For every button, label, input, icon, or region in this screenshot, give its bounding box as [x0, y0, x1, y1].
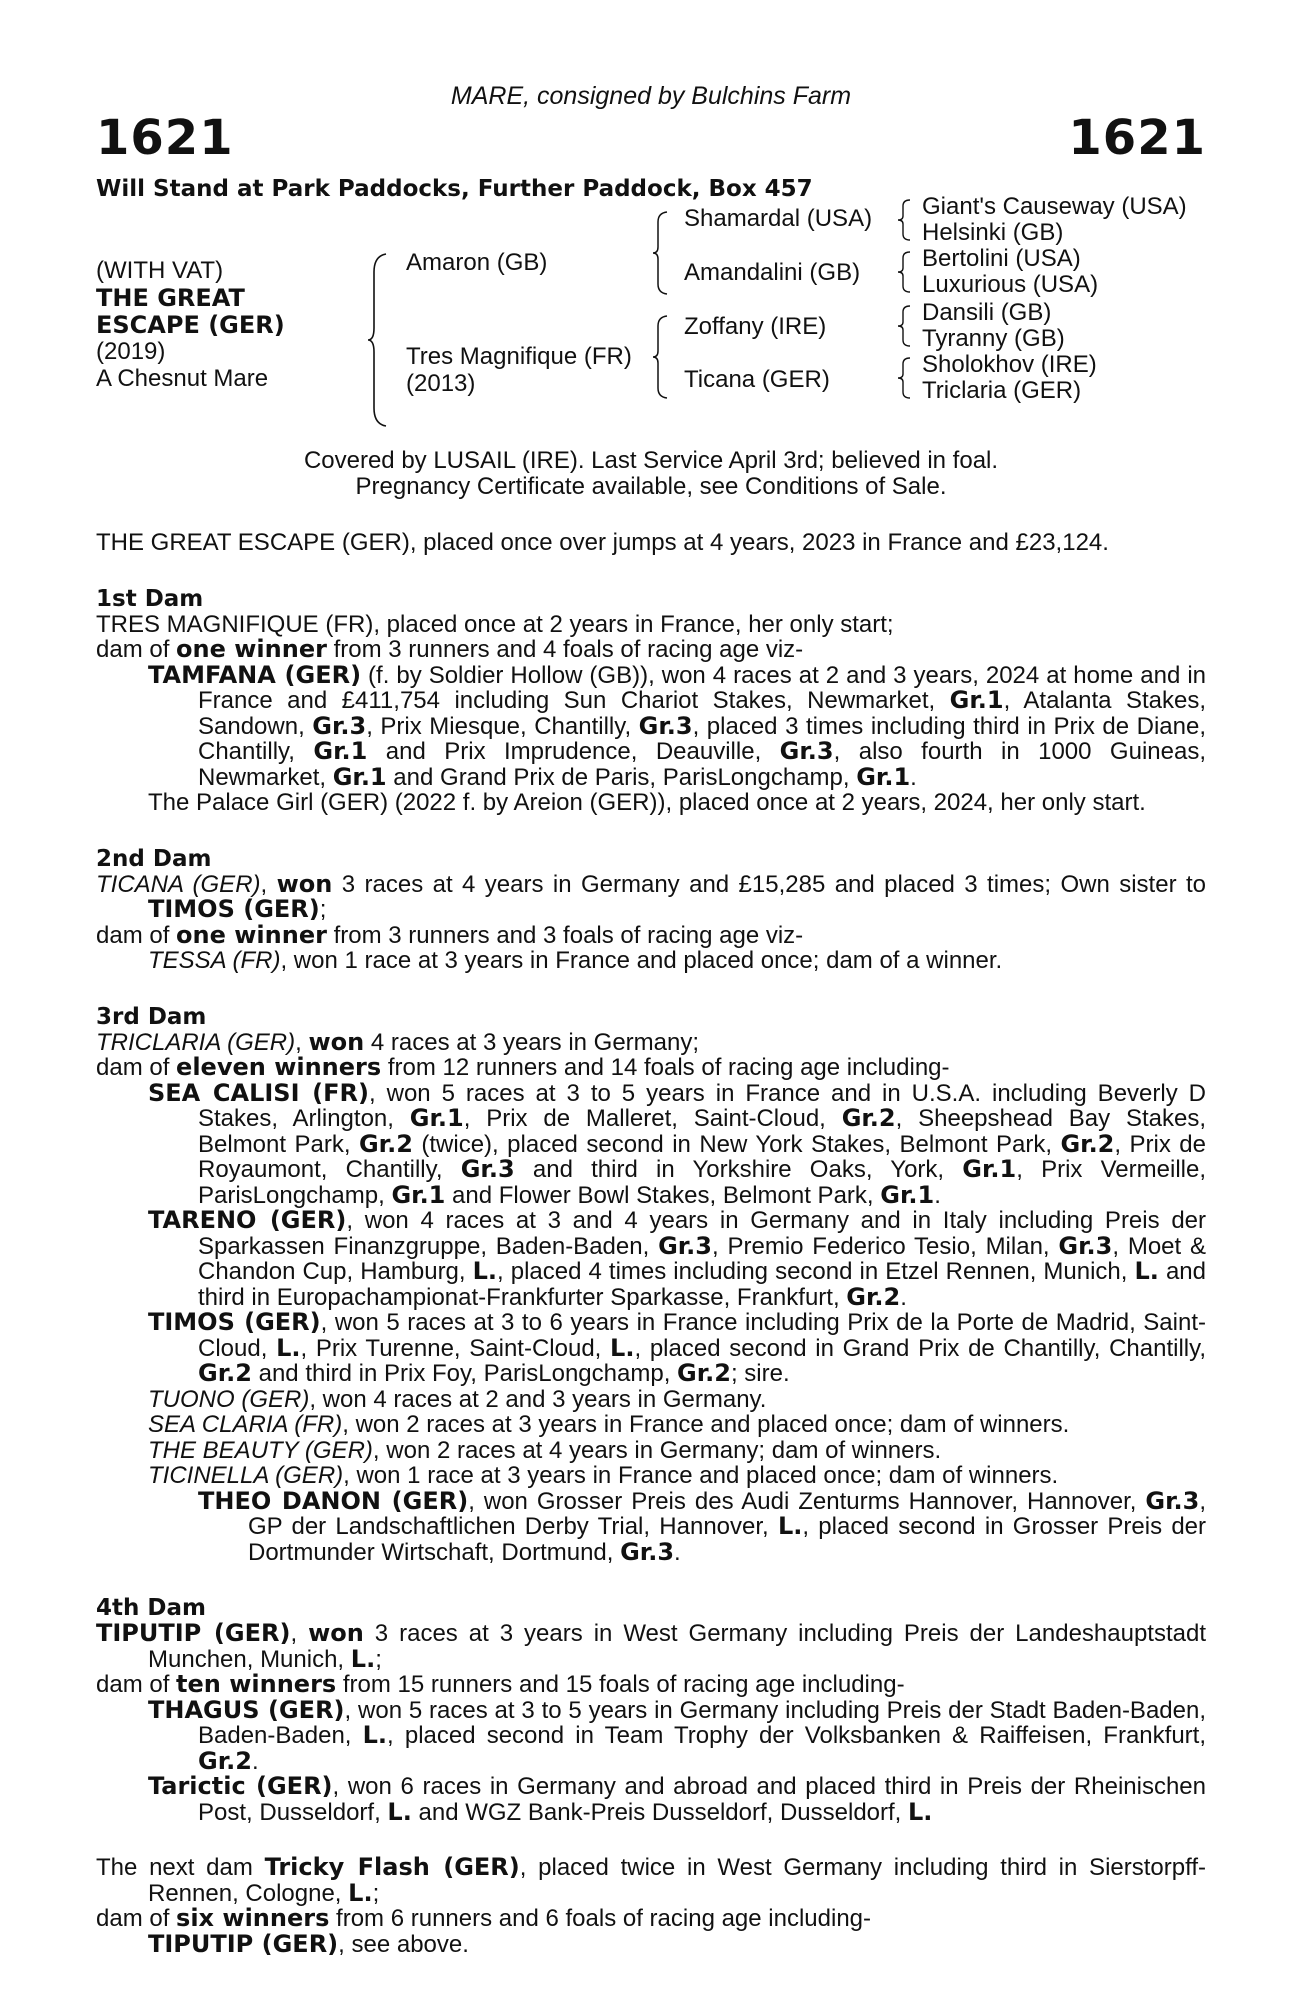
- second-dam-section: [96, 869, 1206, 974]
- page-header: [96, 80, 1206, 166]
- dam-name: Tres Magnifique (FR): [406, 343, 632, 370]
- pedigree-brace-6: [896, 304, 912, 348]
- pedigree-brace-3: [651, 314, 669, 400]
- vat-label: (WITH VAT): [96, 257, 224, 284]
- second-dam-text: TICANA (GER), won 3 races at 4 years in Germany and £15,285 and placed 3 times; Own sister to TIMOS (GER);: [96, 869, 1206, 923]
- second-dam-heading: 2nd Dam: [96, 845, 212, 872]
- third-dam-produce: dam of eleven winners from 12 runners and 14 foals of racing age including-: [96, 1053, 950, 1081]
- horse-description: A Chesnut Mare: [96, 365, 269, 392]
- next-dam-produce: dam of six winners from 6 runners and 6 foals of racing age including-: [96, 1904, 872, 1932]
- progeny-tessa: TESSA (FR), won 1 race at 3 years in France and placed once; dam of a winner.: [148, 947, 1003, 974]
- progeny-theo-danon: THEO DANON (GER), won Grosser Preis des Audi Zenturms Hannover, Hannover, Gr.3, GP der Landschaftlichen Derby Trial, Hannover, L., placed second in Grosser Preis der Dortmunder Wirtschaft, Dortmund, Gr.3.: [198, 1486, 1207, 1566]
- sire-sire: Shamardal (USA): [684, 205, 873, 232]
- pedigree-brace-5: [896, 250, 912, 294]
- pedigree-brace-2: [651, 210, 669, 296]
- fourth-dam-section: [96, 1621, 1206, 1825]
- progeny-timos: TIMOS (GER), won 5 races at 3 to 6 years in France including Prix de la Porte de Madrid, Saint-Cloud, L., Prix Turenne, Saint-Cloud, L., placed second in Grand Prix de Chantilly, Chantilly, Gr.2 and third in Prix Foy, ParisLongchamp, Gr.2; sire.: [148, 1308, 1206, 1387]
- consignor-line: MARE, consigned by Bulchins Farm: [450, 82, 852, 110]
- third-dam-text: TRICLARIA (GER), won 4 races at 3 years in Germany;: [96, 1027, 700, 1056]
- dam-sire-dam: Tyranny (GB): [922, 325, 1065, 352]
- stand-location: Will Stand at Park Paddocks, Further Paddock, Box 457: [96, 176, 813, 202]
- second-dam-produce: dam of one winner from 3 runners and 3 foals of racing age viz-: [96, 920, 804, 949]
- progeny-sea-claria: SEA CLARIA (FR), won 2 races at 3 years in France and placed once; dam of winners.: [148, 1411, 1070, 1438]
- progeny-sea-calisi: SEA CALISI (FR), won 5 races at 3 to 5 years in France and in U.S.A. including Beverly D Stakes, Arlington, Gr.1, Prix de Malleret, Saint-Cloud, Gr.2, Sheepshead Bay Stakes, Belmont Park, Gr.2 (twice), placed second in New York Stakes, Belmont Park, Gr.2, Prix de Royaumont, Chantilly, Gr.3 and third in Yorkshire Oaks, York, Gr.1, Prix Vermeille, ParisLongchamp, Gr.1 and Flower Bowl Stakes, Belmont Park, Gr.1.: [148, 1078, 1207, 1209]
- progeny-tareno: TARENO (GER), won 4 races at 3 and 4 years in Germany and in Italy including Preis der Sparkassen Finanzgruppe, Baden-Baden, Gr.3, Premio Federico Tesio, Milan, Gr.3, Moet & Chandon Cup, Hamburg, L., placed 4 times including second in Etzel Rennen, Munich, L. and third in Europachampionat-Frankfurter Sparkasse, Frankfurt, Gr.2.: [148, 1206, 1207, 1311]
- dam-dam-dam: Triclaria (GER): [922, 377, 1082, 404]
- dam-dam-sire: Sholokhov (IRE): [922, 351, 1097, 378]
- lot-number-left: 1621: [96, 110, 234, 166]
- dam-dam: Ticana (GER): [684, 366, 830, 393]
- next-dam-text: The next dam Tricky Flash (GER), placed twice in West Germany including third in Sierstorpff-Rennen, Cologne, L.;: [96, 1853, 1206, 1907]
- covered-line-1: Covered by LUSAIL (IRE). Last Service April 3rd; believed in foal.: [303, 447, 999, 474]
- dam-sire: Zoffany (IRE): [684, 313, 827, 340]
- fourth-dam-text: TIPUTIP (GER), won 3 races at 3 years in West Germany including Preis der Landeshauptstadt Munchen, Munich, L.;: [96, 1619, 1207, 1673]
- progeny-thagus: THAGUS (GER), won 5 races at 3 to 5 years in Germany including Preis der Stadt Baden-Baden, Baden-Baden, L., placed second in Team Trophy der Volksbanken & Raiffeisen, Frankfurt, Gr.2.: [148, 1695, 1207, 1775]
- first-dam-heading: 1st Dam: [96, 585, 204, 612]
- sire-dam-dam: Luxurious (USA): [922, 271, 1099, 298]
- progeny-tamfana: TAMFANA (GER) (f. by Soldier Hollow (GB)), won 4 races at 2 and 3 years, 2024 at home and in France and £411,754 including Sun Chariot Stakes, Newmarket, Gr.1, Atalanta Stakes, Sandown, Gr.3, Prix Miesque, Chantilly, Gr.3, placed 3 times including third in Prix de Diane, Chantilly, Gr.1 and Prix Imprudence, Deauville, Gr.3, also fourth in 1000 Guineas, Newmarket, Gr.1 and Grand Prix de Paris, ParisLongchamp, Gr.1.: [148, 660, 1206, 791]
- sire-dam: Amandalini (GB): [684, 259, 861, 286]
- progeny-palace-girl: The Palace Girl (GER) (2022 f. by Areion (GER)), placed once at 2 years, 2024, her only start.: [148, 789, 1146, 816]
- sire-dam-sire: Bertolini (USA): [922, 245, 1081, 272]
- sire-sire-dam: Helsinki (GB): [922, 219, 1064, 246]
- next-dam-section: [96, 1855, 1206, 1957]
- pedigree-table: [96, 193, 1206, 444]
- progeny-the-beauty: THE BEAUTY (GER), won 2 races at 4 years in Germany; dam of winners.: [148, 1436, 942, 1464]
- first-dam-produce: dam of one winner from 3 runners and 4 foals of racing age viz-: [96, 635, 804, 663]
- fourth-dam-heading: 4th Dam: [96, 1595, 206, 1621]
- dam-year: (2013): [406, 370, 476, 397]
- horse-name-line1: THE GREAT: [96, 284, 245, 312]
- race-summary: THE GREAT ESCAPE (GER), placed once over jumps at 4 years, 2023 in France and £23,124.: [96, 529, 1109, 556]
- progeny-tuono: TUONO (GER), won 4 races at 2 and 3 years in Germany.: [148, 1385, 767, 1413]
- sire-sire-sire: Giant's Causeway (USA): [922, 193, 1187, 220]
- horse-year: (2019): [96, 338, 166, 365]
- first-dam-section: [96, 612, 1206, 816]
- covering-note: [96, 448, 1206, 500]
- covered-line-2: Pregnancy Certificate available, see Conditions of Sale.: [355, 473, 947, 500]
- sire-name: Amaron (GB): [406, 249, 548, 276]
- first-dam-text: TRES MAGNIFIQUE (FR), placed once at 2 years in France, her only start;: [96, 610, 894, 638]
- catalogue-page: [96, 80, 1206, 1957]
- pedigree-brace-1: [366, 252, 390, 428]
- third-dam-section: [96, 1027, 1207, 1566]
- third-dam-heading: 3rd Dam: [96, 1003, 207, 1030]
- horse-name-line2: ESCAPE (GER): [96, 311, 285, 339]
- lot-number-right: 1621: [1068, 110, 1206, 166]
- progeny-tiputip: TIPUTIP (GER), see above.: [148, 1929, 469, 1958]
- pedigree-brace-7: [896, 356, 912, 400]
- fourth-dam-produce: dam of ten winners from 15 runners and 15 foals of racing age including-: [96, 1670, 905, 1698]
- pedigree-brace-4: [896, 198, 912, 242]
- progeny-ticinella: TICINELLA (GER), won 1 race at 3 years in France and placed once; dam of winners.: [148, 1462, 1059, 1489]
- progeny-tarictic: Tarictic (GER), won 6 races in Germany and abroad and placed third in Preis der Rheinischen Post, Dusseldorf, L. and WGZ Bank-Preis Dusseldorf, Dusseldorf, L.: [148, 1772, 1206, 1826]
- dam-sire-sire: Dansili (GB): [922, 299, 1052, 326]
